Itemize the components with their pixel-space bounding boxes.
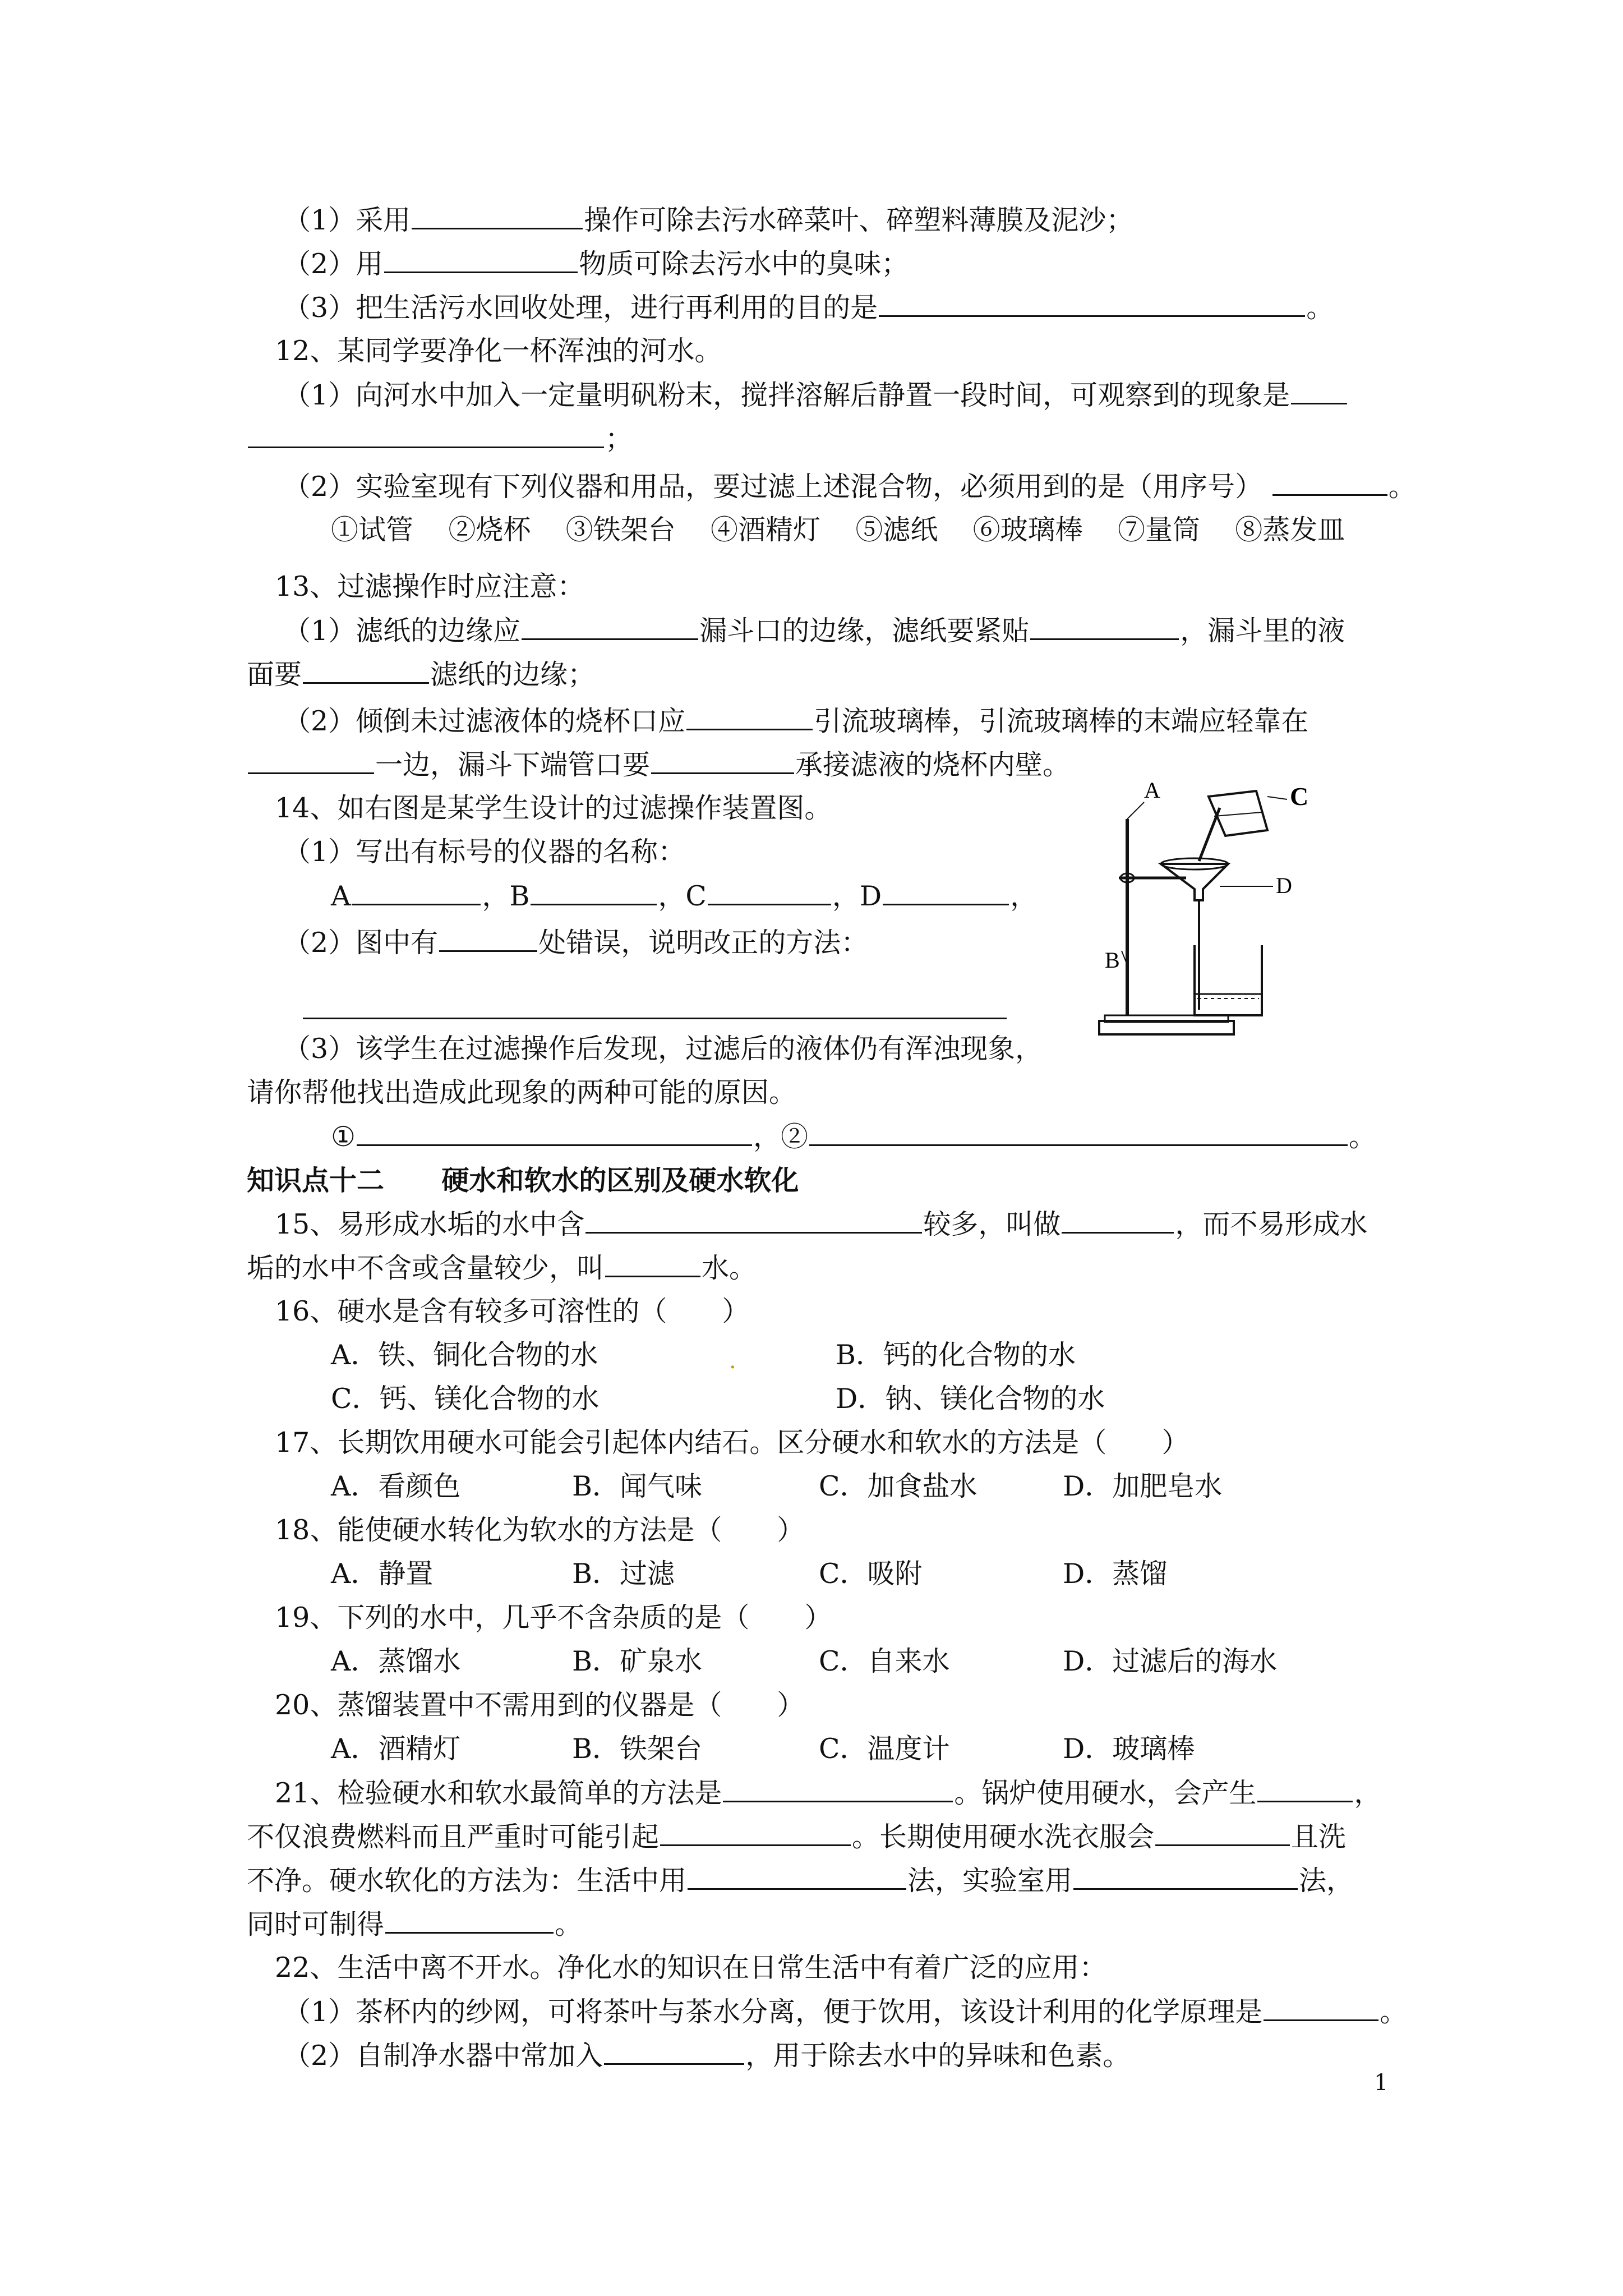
fig-label-c: C	[1290, 782, 1309, 811]
q12-item: ②烧杯	[448, 514, 531, 546]
q14-part3: （3）该学生在过滤操作后发现，过滤后的液体仍有浑浊现象，	[283, 1033, 1043, 1065]
q15-text-c: ，而不易形成水	[1175, 1208, 1368, 1240]
q22-p2-text: （2）自制净水器中常加入	[283, 2040, 603, 2072]
q12-blank-1b[interactable]	[248, 422, 604, 448]
q21-text-a: 21、检验硬水和软水最简单的方法是	[275, 1777, 722, 1809]
section-subtitle: 硬水和软水的区别及硬水软化	[441, 1164, 799, 1197]
q14-label-b: ，B	[482, 880, 530, 912]
q13-p2-text: （2）倾倒未过滤液体的烧杯口应	[283, 705, 686, 737]
q12-part1-cont	[247, 422, 633, 456]
leader-a	[1127, 802, 1144, 819]
q16-stem: 16、硬水是含有较多可溶性的（ ）	[275, 1295, 750, 1327]
q14-part3-cont: 请你帮他找出造成此现象的两种可能的原因。	[247, 1076, 797, 1108]
q19-option[interactable]: B．矿泉水	[572, 1645, 703, 1677]
q13-blank-2[interactable]	[1030, 614, 1179, 640]
q13-part2	[283, 704, 1308, 738]
q13-p1-text-e: 滤纸的边缘；	[430, 659, 596, 691]
q19-option[interactable]: A．蒸馏水	[331, 1645, 461, 1677]
q14-blank-reason-1[interactable]	[357, 1120, 752, 1146]
q13-p2-text-d: 承接滤液的烧杯内壁。	[795, 749, 1071, 781]
q11-p1-text-b: 操作可除去污水碎菜叶、碎塑料薄膜及泥沙；	[584, 204, 1134, 236]
fig-label-a: A	[1144, 777, 1160, 803]
q14-part2	[283, 926, 868, 960]
q22-stem: 22、生活中离不开水。净化水的知识在日常生活中有着广泛的应用：	[275, 1952, 1107, 1984]
q17-option[interactable]: C．加食盐水	[819, 1470, 978, 1502]
q14-blank-a[interactable]	[352, 879, 481, 905]
stray-dot: .	[729, 1348, 736, 1374]
q20-option[interactable]: D．玻璃棒	[1063, 1733, 1195, 1765]
q20-option[interactable]: A．酒精灯	[331, 1733, 461, 1765]
q11-part2	[283, 247, 909, 281]
q13-blank-6[interactable]	[651, 748, 794, 774]
q12-blank-1a[interactable]	[1291, 378, 1347, 404]
q12-p2-end: 。	[1388, 471, 1416, 503]
q14-p2-text-b: 处错误，说明改正的方法：	[538, 927, 869, 959]
q12-item: ①试管	[331, 514, 414, 546]
q21-blank-5[interactable]	[688, 1864, 906, 1890]
q21-text-f: 且洗	[1291, 1821, 1347, 1853]
q14-blank-d[interactable]	[883, 879, 1009, 905]
q19-option[interactable]: D．过滤后的海水	[1063, 1645, 1278, 1677]
receiving-beaker	[1195, 945, 1262, 1015]
q14-blank-errors[interactable]	[439, 926, 537, 952]
q14-stem: 14、如右图是某学生设计的过滤操作装置图。	[275, 792, 832, 824]
q15-text-e: 水。	[702, 1252, 757, 1284]
q21-blank-1[interactable]	[723, 1776, 953, 1802]
q14-reason-1-marker: ①	[331, 1121, 356, 1153]
q13-p1-text-d: 面要	[247, 659, 302, 691]
q21-line3	[247, 1864, 1354, 1898]
q21-text-j: 同时可制得	[247, 1908, 385, 1940]
pouring-beaker-liquid	[1214, 812, 1262, 816]
q21-text-k: 。	[555, 1908, 583, 1940]
q11-p3-text: （3）把生活污水回收处理，进行再利用的目的是	[283, 292, 878, 324]
q15-text-a: 15、易形成水垢的水中含	[275, 1208, 585, 1240]
q22-part1	[283, 1995, 1407, 2029]
q13-blank-4[interactable]	[686, 704, 813, 730]
q18-option[interactable]: B．过滤	[572, 1558, 675, 1590]
q12-part1	[283, 378, 1348, 412]
q17-option[interactable]: A．看颜色	[331, 1470, 461, 1502]
q21-text-b: 。锅炉使用硬水，会产生	[954, 1777, 1257, 1809]
q14-blank-b[interactable]	[531, 879, 657, 905]
q21-text-d: 不仅浪费燃料而且严重时可能引起	[247, 1821, 660, 1853]
q19-option[interactable]: C．自来水	[819, 1645, 950, 1677]
q12-p2-text: （2）实验室现有下列仪器和用品，要过滤上述混合物，必须用到的是（用序号）	[283, 471, 1263, 503]
q11-blank-2[interactable]	[384, 247, 578, 273]
q21-blank-6[interactable]	[1073, 1864, 1298, 1890]
q20-option[interactable]: B．铁架台	[572, 1733, 703, 1765]
q12-item: ③铁架台	[565, 514, 676, 546]
q14-label-d: ，D	[832, 880, 882, 912]
q21-blank-2[interactable]	[1257, 1776, 1353, 1802]
section-heading	[247, 1163, 799, 1197]
q21-text-e: 。长期使用硬水洗衣服会	[852, 1821, 1155, 1853]
q11-part1	[283, 203, 1133, 237]
q18-stem: 18、能使硬水转化为软水的方法是（ ）	[275, 1514, 805, 1546]
q22-p1-end: 。	[1380, 1996, 1408, 2028]
q14-reason-end: 。	[1348, 1121, 1376, 1153]
q21-line4	[247, 1907, 582, 1941]
q18-option[interactable]: A．静置	[331, 1558, 434, 1590]
q17-option[interactable]: B．闻气味	[572, 1470, 703, 1502]
q12-p1-text: （1）向河水中加入一定量明矾粉末，搅拌溶解后静置一段时间，可观察到的现象是	[283, 379, 1290, 411]
q13-blank-3[interactable]	[303, 657, 429, 684]
q14-label-c: ，C	[658, 880, 707, 912]
q22-blank-2[interactable]	[604, 2039, 744, 2065]
q16-option-c[interactable]: C．钙、镁化合物的水	[331, 1383, 600, 1415]
q14-reason-2-marker: ，②	[753, 1121, 808, 1153]
q15-blank-1[interactable]	[585, 1207, 922, 1234]
stand-base	[1099, 1021, 1234, 1034]
q20-option[interactable]: C．温度计	[819, 1733, 950, 1765]
q14-p2-text: （2）图中有	[283, 927, 439, 959]
q11-part3	[283, 291, 1334, 325]
q17-stem: 17、长期饮用硬水可能会引起体内结石。区分硬水和软水的方法是（ ）	[275, 1427, 1189, 1458]
q22-part2	[283, 2039, 1130, 2073]
q22-p1-text: （1）茶杯内的纱网，可将茶叶与茶水分离，便于饮用，该设计利用的化学原理是	[283, 1996, 1263, 2028]
q19-stem: 19、下列的水中，几乎不含杂质的是（ ）	[275, 1602, 832, 1634]
q13-blank-5[interactable]	[248, 748, 374, 774]
q15-line2	[247, 1251, 757, 1285]
q16-option-a[interactable]: A．铁、铜化合物的水	[331, 1339, 598, 1371]
q13-p1-text-b: 漏斗口的边缘，滤纸要紧贴	[699, 615, 1030, 647]
q21-text-i: 法，	[1299, 1865, 1354, 1897]
q14-label-a: A	[331, 880, 351, 912]
q17-option[interactable]: D．加肥皂水	[1063, 1470, 1223, 1502]
q21-line1	[275, 1776, 1381, 1810]
q13-stem: 13、过滤操作时应注意：	[275, 570, 585, 602]
q13-part2-cont	[247, 748, 1070, 782]
q14-blank-c[interactable]	[708, 879, 831, 905]
filtration-apparatus-figure	[1088, 774, 1352, 1055]
q21-blank-4[interactable]	[1155, 1820, 1290, 1846]
q12-item: ⑦量筒	[1117, 514, 1200, 546]
page-number: 1	[1374, 2070, 1389, 2096]
q11-blank-1[interactable]	[412, 203, 583, 229]
q13-part1-cont	[247, 657, 595, 692]
q21-line2	[247, 1820, 1346, 1854]
q14-labels	[331, 879, 1038, 913]
q22-p2-text-b: ，用于除去水中的异味和色素。	[745, 2040, 1131, 2072]
q11-p1-text: （1）采用	[283, 204, 411, 236]
q12-item: ⑧蒸发皿	[1235, 514, 1345, 546]
q12-item: ⑥玻璃棒	[972, 514, 1083, 546]
q13-part1	[283, 614, 1345, 648]
q11-p2-text-b: 物质可除去污水中的臭味；	[579, 248, 909, 280]
q18-option[interactable]: D．蒸馏	[1063, 1558, 1168, 1590]
section-title: 知识点十二	[247, 1164, 385, 1197]
q14-label-end: ，	[1010, 880, 1038, 912]
q18-option[interactable]: C．吸附	[819, 1558, 923, 1590]
q11-p2-text: （2）用	[283, 248, 384, 280]
q22-blank-1[interactable]	[1264, 1995, 1378, 2021]
q21-blank-7[interactable]	[385, 1907, 554, 1934]
q16-option-b[interactable]: B．钙的化合物的水	[836, 1339, 1076, 1371]
q12-part2	[283, 470, 1416, 504]
fig-label-b: B	[1105, 947, 1120, 973]
q15-text-b: 较多，叫做	[923, 1208, 1061, 1240]
q16-option-d[interactable]: D．钠、镁化合物的水	[836, 1383, 1105, 1415]
q15-blank-3[interactable]	[605, 1251, 700, 1277]
q11-blank-3[interactable]	[879, 291, 1305, 317]
q12-stem: 12、某同学要净化一杯浑浊的河水。	[275, 335, 722, 367]
q21-text-c: ，	[1354, 1777, 1382, 1809]
q13-p1-text: （1）滤纸的边缘应	[283, 615, 521, 647]
q21-text-h: 法，实验室用	[907, 1865, 1073, 1897]
q14-part1: （1）写出有标号的仪器的名称：	[283, 836, 686, 868]
q21-text-g: 不净。硬水软化的方法为：生活中用	[247, 1865, 687, 1897]
q12-blank-2[interactable]	[1272, 470, 1387, 496]
q12-item: ④酒精灯	[710, 514, 820, 546]
q15-line1	[275, 1207, 1367, 1241]
q21-blank-3[interactable]	[660, 1820, 851, 1846]
q14-blank-reason-2[interactable]	[809, 1120, 1348, 1146]
q13-blank-1[interactable]	[522, 614, 698, 640]
leader-c	[1267, 797, 1287, 799]
fig-label-d: D	[1276, 873, 1292, 898]
q15-blank-2[interactable]	[1062, 1207, 1174, 1234]
q13-p2-text-b: 引流玻璃棒，引流玻璃棒的末端应轻靠在	[814, 705, 1309, 737]
q20-stem: 20、蒸馏装置中不需用到的仪器是（ ）	[275, 1689, 805, 1721]
q14-reasons	[331, 1120, 1376, 1154]
q13-p2-text-c: 一边，漏斗下端管口要	[375, 749, 651, 781]
q13-p1-text-c: ，漏斗里的液	[1180, 615, 1345, 647]
q14-answer-line[interactable]	[303, 1018, 1007, 1019]
q11-p3-end: 。	[1306, 292, 1334, 324]
q12-item: ⑤滤纸	[855, 514, 938, 546]
q15-text-d: 垢的水中不含或含量较少，叫	[247, 1252, 605, 1284]
q12-items	[331, 513, 1345, 547]
q12-p1-end: ；	[605, 423, 633, 455]
